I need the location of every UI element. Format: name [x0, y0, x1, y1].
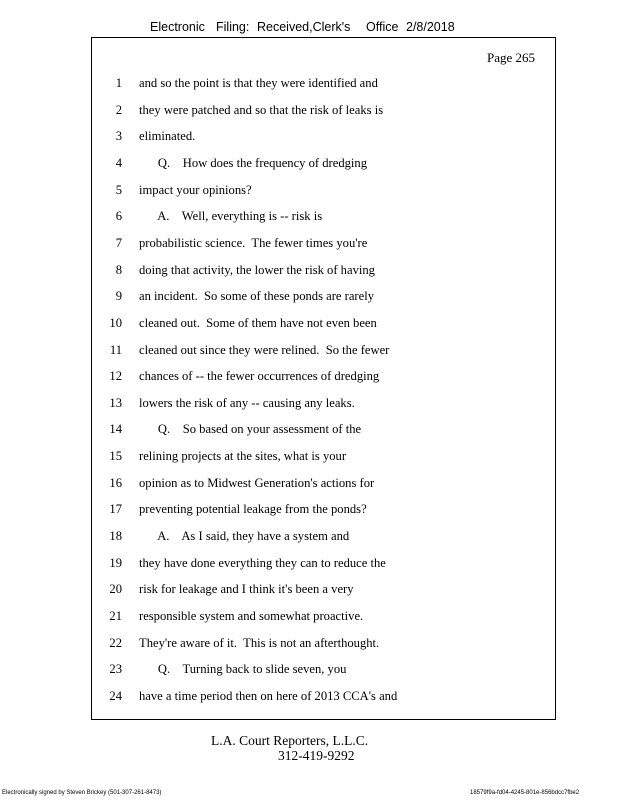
line-number: 8 [115, 262, 122, 277]
line-number: 1 [115, 76, 122, 90]
line-number: 7 [115, 235, 122, 250]
transcript-line [92, 288, 555, 315]
line-number: 10 [109, 315, 122, 330]
line-number: 9 [115, 289, 122, 304]
line-text: Q. How does the frequency of dredging [139, 155, 368, 170]
transcript-line [92, 368, 555, 395]
transcript-line [92, 421, 555, 448]
line-text: have a time period then on here of 2013 CCA's and [139, 688, 398, 703]
line-number: 18 [109, 529, 122, 544]
transcript-line [92, 342, 555, 369]
line-text: Q. So based on your assessment of the [139, 422, 362, 437]
line-text: chances of -- the fewer occurrences of dredging [139, 369, 380, 384]
transcript-line [92, 75, 555, 102]
document-hash: 18579f9a-fd04-4245-801e-856bdcc7fbe2 [470, 790, 580, 796]
line-text: doing that activity, the lower the risk of having [139, 262, 375, 277]
transcript-line [92, 448, 555, 475]
line-number: 12 [109, 369, 122, 384]
line-number: 23 [109, 662, 122, 677]
stamp-office: Office [366, 20, 399, 34]
stamp-filing: Filing: [216, 20, 250, 34]
stamp-received: Received,Clerk's [257, 20, 351, 34]
transcript-line [92, 102, 555, 129]
line-text: an incident. So some of these ponds are rarely [139, 289, 375, 304]
line-number: 22 [109, 635, 122, 650]
line-text: A. Well, everything is -- risk is [139, 209, 323, 224]
line-text: they were patched and so that the risk of leaks is [139, 102, 384, 117]
line-number: 13 [109, 395, 122, 410]
line-number: 11 [109, 342, 122, 357]
line-text: probabilistic science. The fewer times you're [139, 235, 368, 250]
transcript-line [92, 155, 555, 182]
line-number: 15 [109, 449, 122, 464]
transcript-line [92, 501, 555, 528]
line-number: 16 [109, 475, 122, 490]
transcript-line [92, 262, 555, 289]
line-text: and so the point is that they were identified and [139, 76, 378, 90]
line-text: They're aware of it. This is not an afterthought. [139, 635, 380, 650]
transcript-line [92, 635, 555, 662]
transcript-line [92, 128, 555, 155]
line-text: cleaned out since they were relined. So the fewer [139, 342, 390, 357]
transcript-line [92, 475, 555, 502]
line-number: 17 [109, 502, 122, 517]
line-text: lowers the risk of any -- causing any leaks. [139, 395, 355, 410]
transcript-line [92, 661, 555, 688]
line-number: 14 [109, 422, 122, 437]
stamp-electronic: Electronic [150, 20, 205, 34]
page-number: Page 265 [486, 50, 535, 65]
transcript-line [92, 581, 555, 608]
transcript-line [92, 182, 555, 209]
transcript-line [92, 528, 555, 555]
transcript-line [92, 608, 555, 635]
line-text: Q. Turning back to slide seven, you [139, 662, 347, 677]
line-number: 4 [115, 155, 122, 170]
line-number: 24 [109, 688, 122, 703]
line-text: impact your opinions? [139, 182, 252, 197]
line-number: 19 [109, 555, 122, 570]
line-number: 3 [115, 129, 122, 144]
line-text: opinion as to Midwest Generation's actions for [139, 475, 375, 490]
line-text: risk for leakage and I think it's been a very [139, 582, 354, 597]
line-number: 5 [115, 182, 122, 197]
transcript-line [92, 235, 555, 262]
transcript-line [92, 688, 555, 715]
line-number: 2 [115, 102, 122, 117]
line-number: 6 [115, 209, 122, 224]
transcript-line [92, 208, 555, 235]
line-text: they have done everything they can to reduce the [139, 555, 386, 570]
stamp-date: 2/8/2018 [406, 20, 455, 34]
line-number: 20 [109, 582, 122, 597]
line-number: 21 [109, 609, 122, 623]
line-text: A. As I said, they have a system and [139, 529, 350, 544]
reporter-company: L.A. Court Reporters, L.L.C. [211, 733, 369, 748]
transcript-page [91, 37, 556, 720]
line-text: eliminated. [139, 129, 196, 144]
transcript-line [92, 395, 555, 422]
transcript-line [92, 315, 555, 342]
line-text: relining projects at the sites, what is your [139, 449, 347, 464]
line-text: responsible system and somewhat proactive. [139, 609, 364, 623]
reporter-phone: 312-419-9292 [278, 748, 355, 763]
electronic-signature: Electronically signed by Steven Brickey (501-307-261-8473) [2, 790, 162, 796]
line-text: cleaned out. Some of them have not even been [139, 315, 377, 330]
transcript-line [92, 555, 555, 582]
line-text: preventing potential leakage from the ponds? [139, 502, 367, 517]
